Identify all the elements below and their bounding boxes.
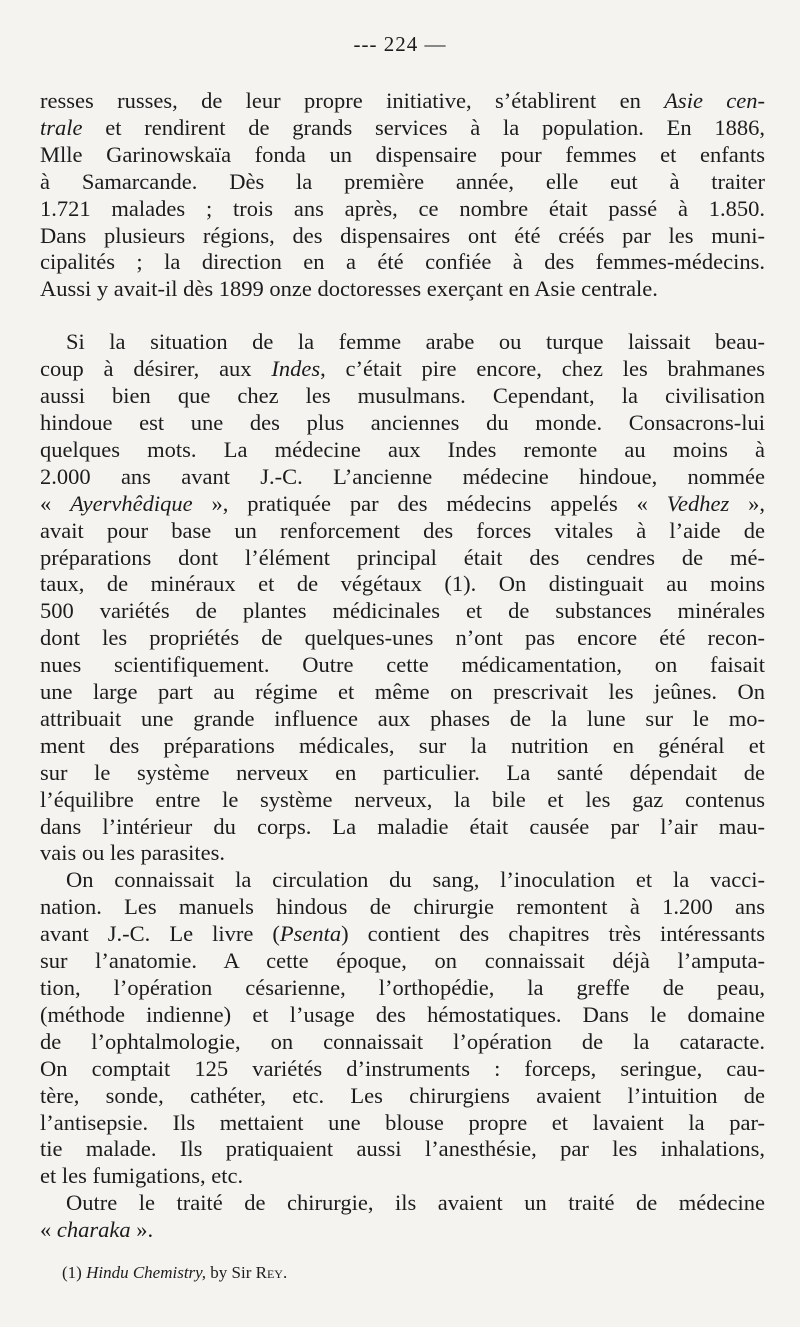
text-line: « charaka ». (40, 1217, 154, 1243)
paragraph-gap (40, 303, 765, 329)
text-line: avait pour base un renforcement des forces vitales à l’aide de (40, 517, 765, 543)
text-line: et les fumigations, etc. (40, 1163, 244, 1189)
text-line: (méthode indienne) et l’usage des hémostatiques. Dans le domaine (40, 1001, 765, 1027)
footnote-marker: (1) (62, 1263, 82, 1282)
text-line: préparations dont l’élément principal était des cendres de mé- (40, 544, 765, 570)
text-line: Outre le traité de chirurgie, ils avaient un traité de médecine (66, 1190, 765, 1216)
text-line: l’antisepsie. Ils mettaient une blouse propre et lavaient la par- (40, 1109, 765, 1135)
text-line: tion, l’opération césarienne, l’orthopédie, la greffe de peau, (40, 975, 765, 1000)
text-line: sur le système nerveux en particulier. La santé dépendait de (40, 759, 765, 785)
text-line: tère, sonde, cathéter, etc. Les chirurgiens avaient l’intuition de (40, 1082, 765, 1108)
text-line: nues scientifiquement. Outre cette médicamentation, on faisait (40, 652, 765, 678)
text-line: 2.000 ans avant J.-C. L’ancienne médecine hindoue, nommée (40, 463, 765, 489)
text-line: dont les propriétés de quelques-unes n’ont pas encore été recon- (40, 625, 765, 651)
text-line: Dans plusieurs régions, des dispensaires ont été créés par les muni- (40, 222, 765, 248)
text-line: quelques mots. La médecine aux Indes remonte au moins à (40, 436, 765, 462)
text-line: « Ayervhêdique », pratiquée par des médecins appelés « Vedhez », (40, 490, 766, 516)
text-line: taux, de minéraux et de végétaux (1). On distinguait au moins (40, 571, 765, 597)
text-line: attribuait une grande influence aux phases de la lune sur le mo- (40, 705, 765, 731)
footnote-author: Rey. (255, 1263, 288, 1282)
body-text (40, 88, 765, 1244)
text-line: hindoue est une des plus anciennes du monde. Consacrons-lui (40, 409, 765, 435)
paragraph-1 (40, 88, 765, 303)
text-line: à Samarcande. Dès la première année, elle eut à traiter (40, 168, 765, 194)
text-line: vais ou les parasites. (40, 840, 225, 866)
paragraph-4 (40, 1190, 765, 1244)
paragraph-3 (40, 867, 765, 1190)
text-line: une large part au régime et même on prescrivait les jeûnes. On (40, 679, 765, 705)
text-line: l’équilibre entre le système nerveux, la bile et les gaz contenus (40, 786, 765, 812)
text-line: On comptait 125 variétés d’instruments : forceps, seringue, cau- (40, 1055, 765, 1081)
text-line: nation. Les manuels hindous de chirurgie remontent à 1.200 ans (40, 894, 765, 920)
text-line: tie malade. Ils pratiquaient aussi l’anesthésie, par les inhalations, (40, 1136, 765, 1162)
page-number: --- 224 — (353, 32, 447, 56)
text-line: dans l’intérieur du corps. La maladie était causée par l’air mau- (40, 813, 765, 839)
text-line: resses russes, de leur propre initiative, s’établirent en Asie cen- (40, 88, 765, 113)
footnote (62, 1263, 287, 1283)
text-line: avant J.-C. Le livre (Psenta) contient des chapitres très intéressants (40, 921, 765, 947)
text-line: Aussi y avait-il dès 1899 onze doctoresses exerçant en Asie centrale. (40, 276, 658, 302)
text-line: Mlle Garinowskaïa fonda un dispensaire pour femmes et enfants (40, 141, 765, 167)
text-line: trale et rendirent de grands services à la population. En 1886, (40, 114, 765, 140)
text-line: 1.721 malades ; trois ans après, ce nombre était passé à 1.850. (40, 195, 765, 221)
text-line: coup à désirer, aux Indes, c’était pire encore, chez les brahmanes (40, 356, 765, 382)
text-line: 500 variétés de plantes médicinales et de substances minérales (40, 598, 765, 624)
text-line: aussi bien que chez les musulmans. Cependant, la civilisation (40, 383, 765, 409)
text-line: cipalités ; la direction en a été confiée à des femmes-médecins. (40, 249, 765, 275)
text-line: Si la situation de la femme arabe ou turque laissait beau- (66, 329, 765, 355)
text-line: de l’ophtalmologie, on connaissait l’opération de la cataracte. (40, 1028, 765, 1054)
footnote-by: by Sir (210, 1263, 252, 1282)
footnote-title: Hindu Chemistry, (86, 1263, 207, 1282)
text-line: ment des préparations médicales, sur la nutrition en général et (40, 732, 765, 758)
paragraph-2 (40, 329, 765, 867)
text-line: On connaissait la circulation du sang, l’inoculation et la vacci- (66, 867, 765, 893)
text-line: sur l’anatomie. A cette époque, on connaissait déjà l’amputa- (40, 948, 765, 974)
